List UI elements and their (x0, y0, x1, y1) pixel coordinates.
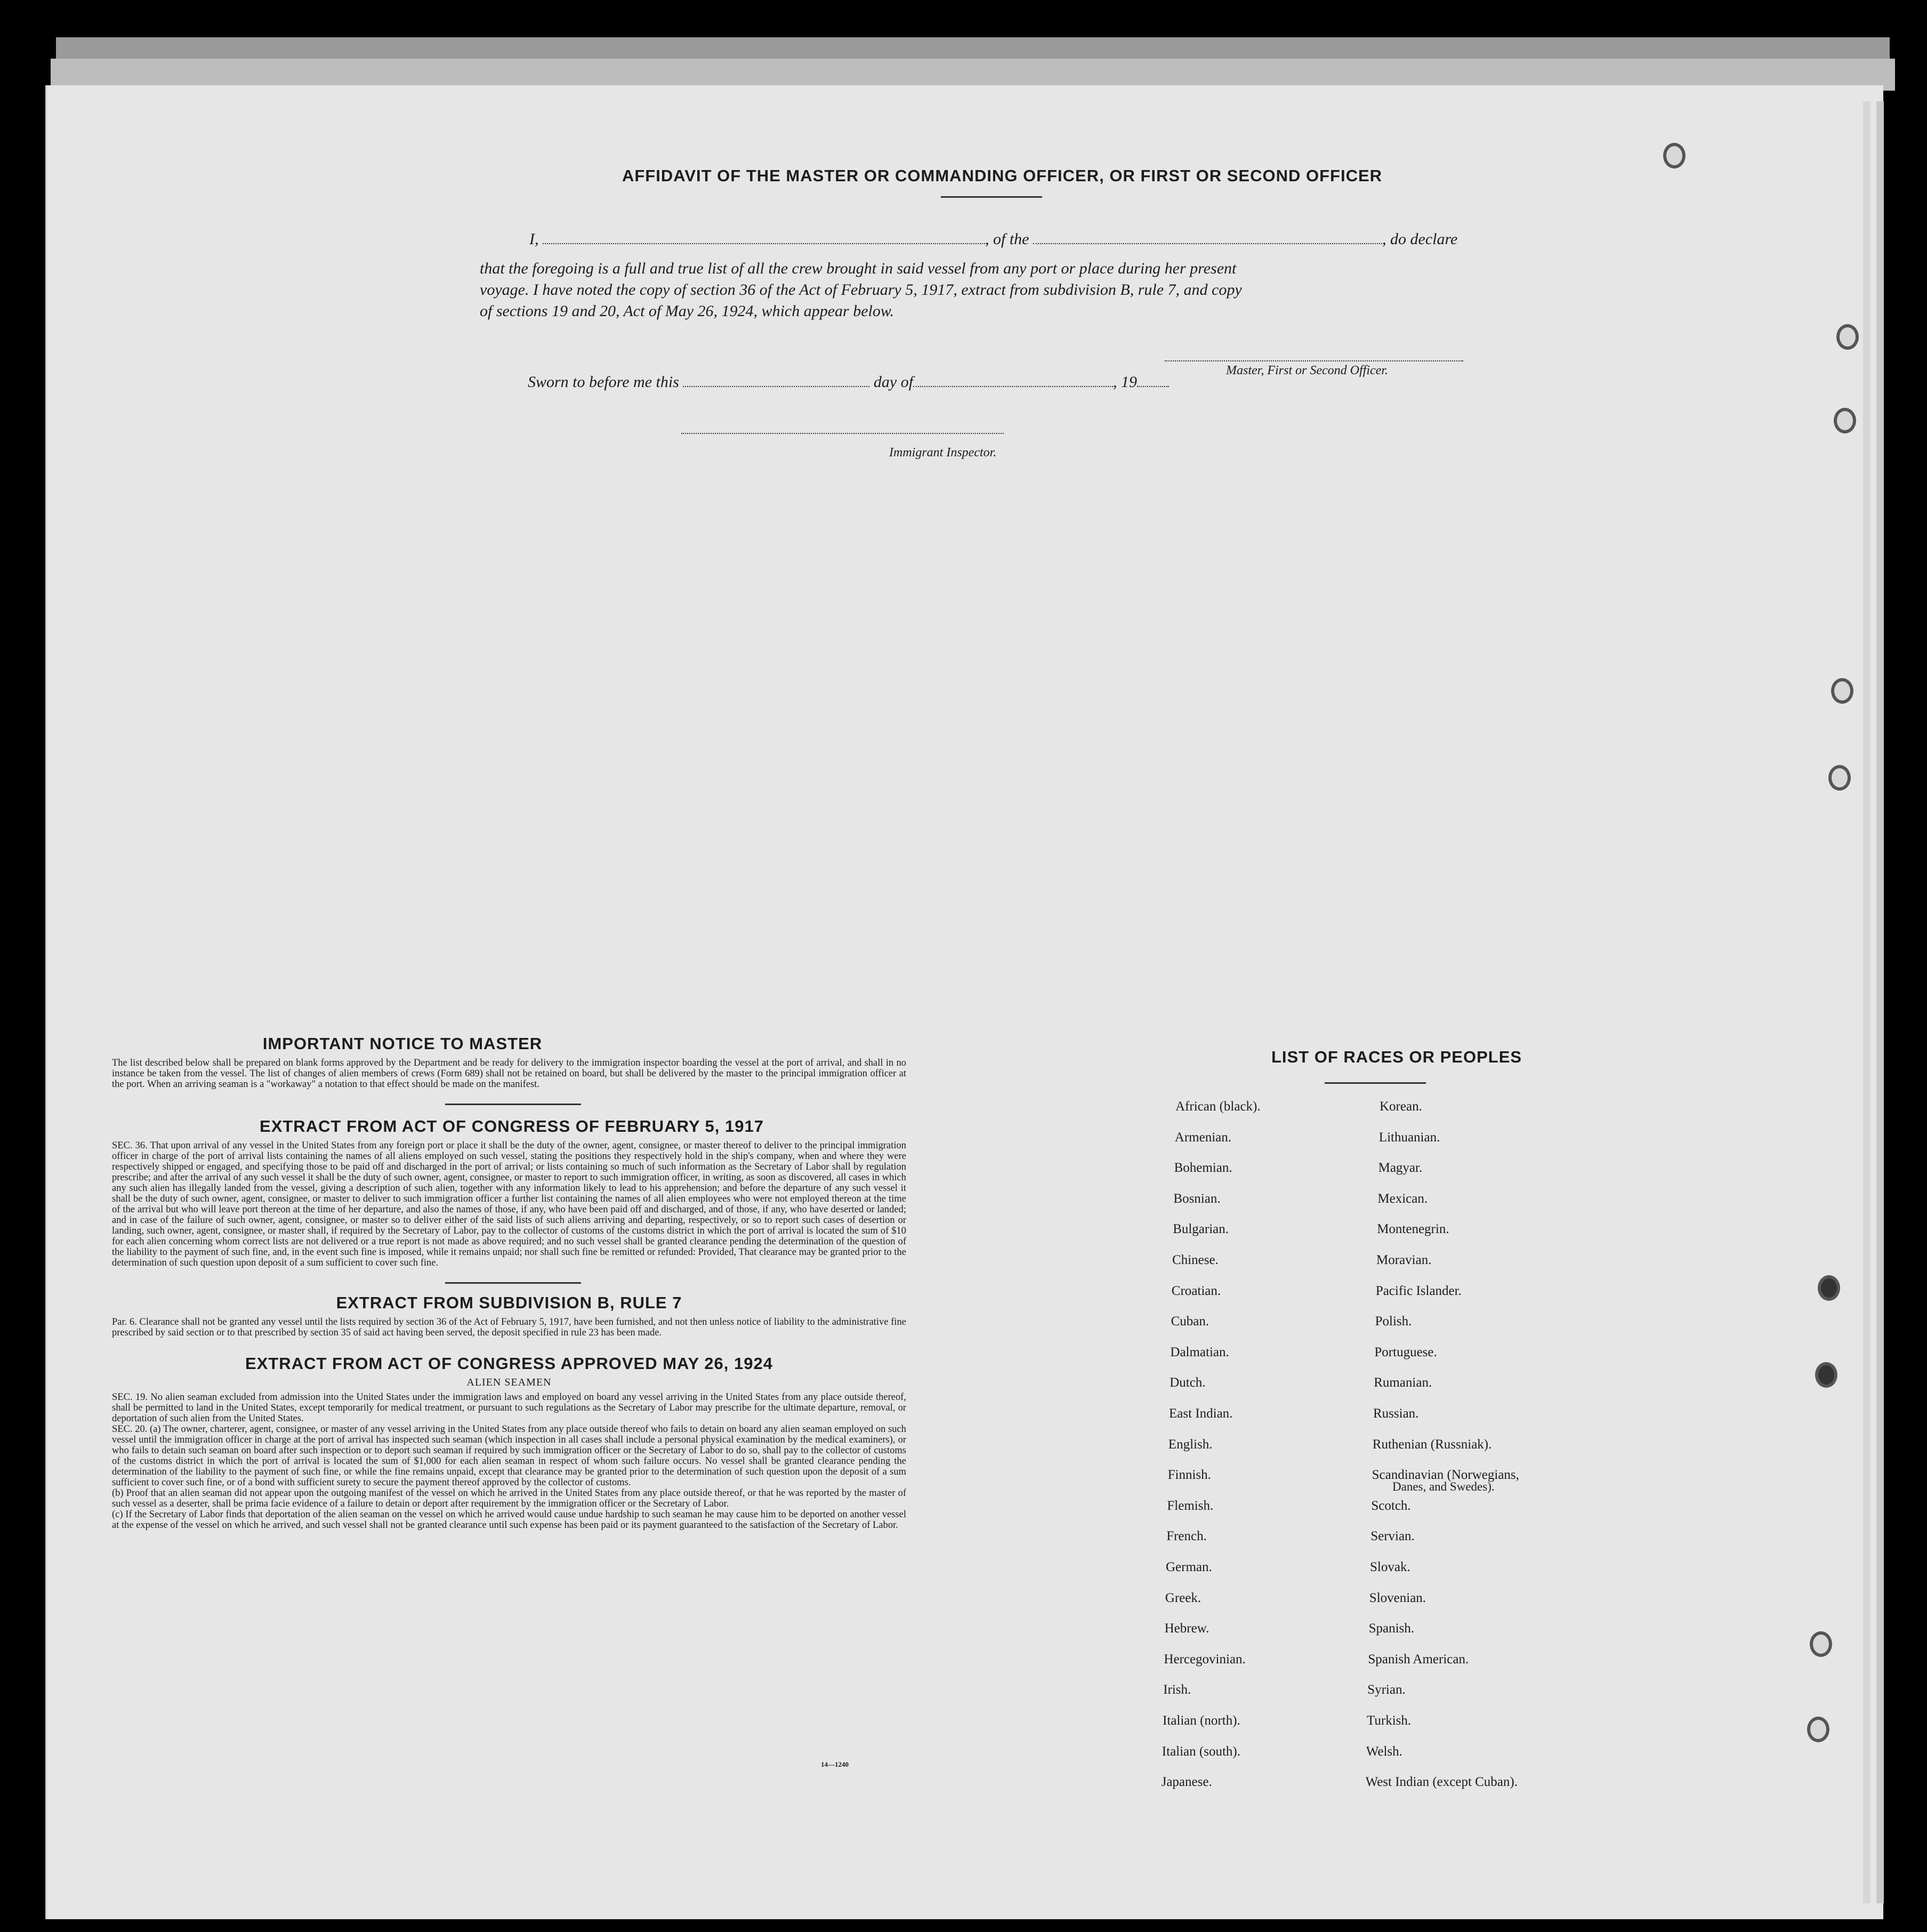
divider (1325, 1082, 1426, 1084)
race-item: Magyar. (1378, 1161, 1423, 1176)
extract-1924-subtitle: ALIEN SEAMEN (466, 1376, 552, 1388)
notice-text: The list described below shall be prepared on blank forms approved by the Department and be ready for delivery to the immigration inspector boarding the vessel at the port of arrival, and shall in no instance be taken from the vessel. The list of changes of alien members of crews (Form 689) shall not be retained on board, but shall be delivered by the master to the principal immigration officer at the port. When an arriving seaman is a "workaway" a notation to that effect should be made on the manifest. (112, 1058, 906, 1090)
binder-hole-icon (1834, 408, 1856, 433)
race-item: Greek. (1165, 1590, 1202, 1605)
race-item: African (black). (1175, 1099, 1261, 1114)
race-item: Turkish. (1367, 1713, 1412, 1728)
race-item: Scotch. (1371, 1498, 1411, 1513)
form-number: 14—1240 (821, 1760, 849, 1768)
sworn-text: , 19 (1113, 373, 1138, 391)
race-item: Mexican. (1377, 1191, 1428, 1206)
master-signature-blank[interactable] (1165, 360, 1463, 363)
declaration-line-3: voyage. I have noted the copy of section 36 of the Act of February 5, 1917, extract from subdivision B, rule 7, and copy (480, 281, 1242, 299)
notice-title: IMPORTANT NOTICE TO MASTER (262, 1034, 543, 1053)
subdivision-text: Par. 6. Clearance shall not be granted any vessel until the lists required by section 36 of the Act of February 5, 1917, have been furnished, and not then unless notice of liability to the administrative fine prescribed by said section or to that prescribed by section 35 of said act having been served, the deposit specified in rule 23 has been made. (112, 1317, 906, 1338)
sec-20c-text: (c) If the Secretary of Labor finds that deportation of the alien seaman on the vessel on which he arrived would cause undue hardship to such seaman he may cause him to be deported on another vessel at the expense of the vessel on which he arrived, and such vessel shall not be granted clearance until such expense has been paid or its payment guaranteed to the satisfaction of the Secretary of Labor. (112, 1509, 906, 1531)
inspector-signature-blank[interactable] (681, 433, 1004, 435)
race-item: Montenegrin. (1377, 1222, 1449, 1237)
race-item: Chinese. (1172, 1253, 1219, 1267)
race-item: Welsh. (1366, 1744, 1402, 1759)
page-edge (1876, 101, 1884, 1903)
declaration-line-2: that the foregoing is a full and true list of all the crew brought in said vessel from any port or place during her present (480, 260, 1237, 277)
race-item: Flemish. (1167, 1498, 1214, 1513)
race-item: Lithuanian. (1378, 1130, 1440, 1145)
page-edge (1863, 101, 1870, 1903)
sec-20a-text: SEC. 20. (a) The owner, charterer, agent, consignee, or master of any vessel arriving in the United States from any place outside thereof who fails to detain on board any alien seaman employed on such vessel until the immigration officer in charge at the port of arrival has inspected such seaman (which inspection in all cases shall include a personal physical examination by the medical examiners), or who fails to detain such seaman on board after such inspection or to deport such seaman if required by such immigration officer or the Secretary of Labor to do so, shall pay to the collector of customs of the customs district in which the port of arrival is located the sum of $1,000 for each alien seaman in respect of whom such failure occurs. No vessel shall be granted clearance pending the determination of the liability to the payment of such fine, or while the fine remains unpaid, except that clearance may be granted prior to the determination of such question upon the deposit of a sum sufficient to cover such fine, or of a bond with sufficient surety to secure the payment thereof approved by the collector of customs. (112, 1424, 906, 1488)
divider (445, 1104, 581, 1105)
race-item: Bulgarian. (1173, 1222, 1229, 1237)
binder-hole-icon (1836, 324, 1859, 350)
race-item: Korean. (1380, 1099, 1422, 1114)
extract-1917-title: EXTRACT FROM ACT OF CONGRESS OF FEBRUARY 5, 1917 (260, 1117, 764, 1136)
declaration-text: I, (529, 230, 539, 248)
race-item: Armenian. (1174, 1130, 1232, 1145)
sec-19-text: SEC. 19. No alien seaman excluded from admission into the United States under the immigration laws and employed on board any vessel arriving in the United States from any place outside thereof, shall be permitted to land in the United States, except temporarily for medical treatment, or pursuant to such regulations as the Secretary of Labor may prescribe for the ultimate departure, removal, or deportation of such alien from the United States. (112, 1392, 906, 1424)
race-item: Slovak. (1370, 1560, 1410, 1574)
races-title: LIST OF RACES OR PEOPLES (1271, 1048, 1522, 1066)
subdivision-title: EXTRACT FROM SUBDIVISION B, RULE 7 (336, 1293, 682, 1312)
race-item: West Indian (except Cuban). (1365, 1775, 1518, 1790)
race-item: Moravian. (1376, 1253, 1432, 1267)
master-signature-label: Master, First or Second Officer. (1226, 364, 1388, 377)
notices-column (112, 1034, 906, 1531)
race-item: Italian (north). (1163, 1713, 1240, 1728)
extract-1924-title: EXTRACT FROM ACT OF CONGRESS APPROVED MAY 26, 1924 (245, 1354, 773, 1373)
race-item: Italian (south). (1162, 1744, 1240, 1759)
declaration-line-1 (529, 230, 1457, 248)
divider (941, 196, 1042, 198)
race-item-continuation: Danes, and Swedes). (1392, 1480, 1495, 1493)
race-item: Portuguese. (1374, 1345, 1437, 1359)
binder-hole-icon (1663, 143, 1686, 168)
race-item: Hebrew. (1164, 1621, 1210, 1636)
month-blank[interactable] (913, 385, 1113, 387)
race-item: Croatian. (1171, 1283, 1221, 1298)
race-item: Spanish American. (1368, 1652, 1469, 1667)
binder-hole-icon (1810, 1631, 1832, 1657)
day-blank[interactable] (683, 385, 869, 387)
race-item: Polish. (1375, 1314, 1412, 1329)
race-item: Spanish. (1368, 1621, 1415, 1636)
sworn-text: Sworn to before me this (528, 373, 679, 391)
declaration-text: , do declare (1382, 230, 1458, 248)
race-item: Servian. (1370, 1529, 1415, 1544)
race-item: Dutch. (1170, 1375, 1206, 1390)
race-item: English. (1168, 1437, 1213, 1452)
race-item: Rumanian. (1374, 1375, 1432, 1390)
race-item: Bohemian. (1174, 1161, 1232, 1176)
sec-20b-text: (b) Proof that an alien seaman did not appear upon the outgoing manifest of the vessel on which he arrived in the United States from any place outside thereof, or that he was reported by the master of such vessel as a deserter, shall be prima facie evidence of a failure to detain or deport after requirement by the immigration officer or the Secretary of Labor. (112, 1488, 906, 1509)
race-item: Bosnian. (1173, 1191, 1221, 1206)
race-item: East Indian. (1169, 1406, 1233, 1421)
binder-hole-icon (1807, 1717, 1829, 1742)
race-item: Scandinavian (Norwegians, (1372, 1468, 1519, 1483)
form-page (45, 85, 1883, 1919)
race-item: Dalmatian. (1170, 1345, 1229, 1359)
inspector-signature-label: Immigrant Inspector. (889, 446, 997, 460)
sworn-line (528, 373, 1169, 391)
divider (445, 1282, 581, 1284)
sworn-text: day of (873, 373, 914, 391)
declaration-line-4: of sections 19 and 20, Act of May 26, 1924, which appear below. (480, 302, 894, 320)
race-item: Irish. (1163, 1683, 1191, 1697)
binder-hole-icon (1828, 765, 1851, 791)
race-item: German. (1166, 1560, 1212, 1574)
vessel-blank[interactable] (1033, 243, 1382, 244)
race-item: Finnish. (1167, 1468, 1211, 1483)
race-item: Slovenian. (1369, 1590, 1426, 1605)
binder-hole-icon (1831, 678, 1853, 704)
name-blank[interactable] (543, 243, 985, 244)
affidavit-title: AFFIDAVIT OF THE MASTER OR COMMANDING OFFICER, OR FIRST OR SECOND OFFICER (622, 166, 1383, 185)
declaration-text: , of the (985, 230, 1029, 248)
year-blank[interactable] (1137, 385, 1169, 387)
race-item: French. (1166, 1529, 1207, 1544)
race-item: Russian. (1373, 1406, 1419, 1421)
race-item: Syrian. (1367, 1683, 1406, 1697)
race-item: Japanese. (1161, 1775, 1212, 1790)
race-item: Cuban. (1171, 1314, 1210, 1329)
race-item: Hercegovinian. (1164, 1652, 1246, 1667)
race-item: Pacific Islander. (1375, 1283, 1462, 1298)
binder-hole-icon (1818, 1275, 1840, 1301)
race-item: Ruthenian (Russniak). (1372, 1437, 1492, 1452)
extract-1917-text: SEC. 36. That upon arrival of any vessel in the United States from any foreign port or place it shall be the duty of the owner, agent, consignee, or master thereof to deliver to the principal immigration officer in charge of the port of arrival lists containing the names of all aliens employed on such vessel, stating the positions they respectively hold in the ship's company, when and where they were respectively shipped or engaged, and specifying those to be paid off and discharged in the port of arrival; or lists containing so much of such information as the Secretary of Labor shall by regulation prescribe; and after the arrival of any such vessel it shall be the duty of such owner, agent, consignee, or master to report to such immigration officer, in writing, as soon as discovered, all cases in which any such alien has illegally landed from the vessel, giving a description of such alien, together with any information likely to lead to his apprehension; and before the departure of any such vessel it shall be the duty of such owner, agent, consignee, or master to deliver to such immigration officer a further list containing the names of all alien employees who were not employed thereon at the time of the arrival but who will leave port thereon at the time of her departure, and also the names of those, if any, who have been paid off and discharged, and of those, if any, who have deserted or landed; and in case of the failure of such owner, agent, consignee, or master so to deliver either of the said lists of such aliens arriving and departing, respectively, or so to report such cases of desertion or landing, such owner, agent, consignee, or master shall, if required by the Secretary of Labor, pay to the collector of customs of the customs district in which the port of arrival is located the sum of $10 for each alien concerning whom correct lists are not delivered or a true report is not made as above required; and no such vessel shall be granted clearance pending the determination of the question of the liability to the payment of such fine, and, in the event such fine is imposed, while it remains unpaid; nor shall such fine be remitted or refunded: Provided, That clearance may be granted prior to the determination of such question upon deposit of a sum sufficient to cover such fine. (112, 1140, 906, 1268)
binder-hole-icon (1815, 1362, 1837, 1388)
